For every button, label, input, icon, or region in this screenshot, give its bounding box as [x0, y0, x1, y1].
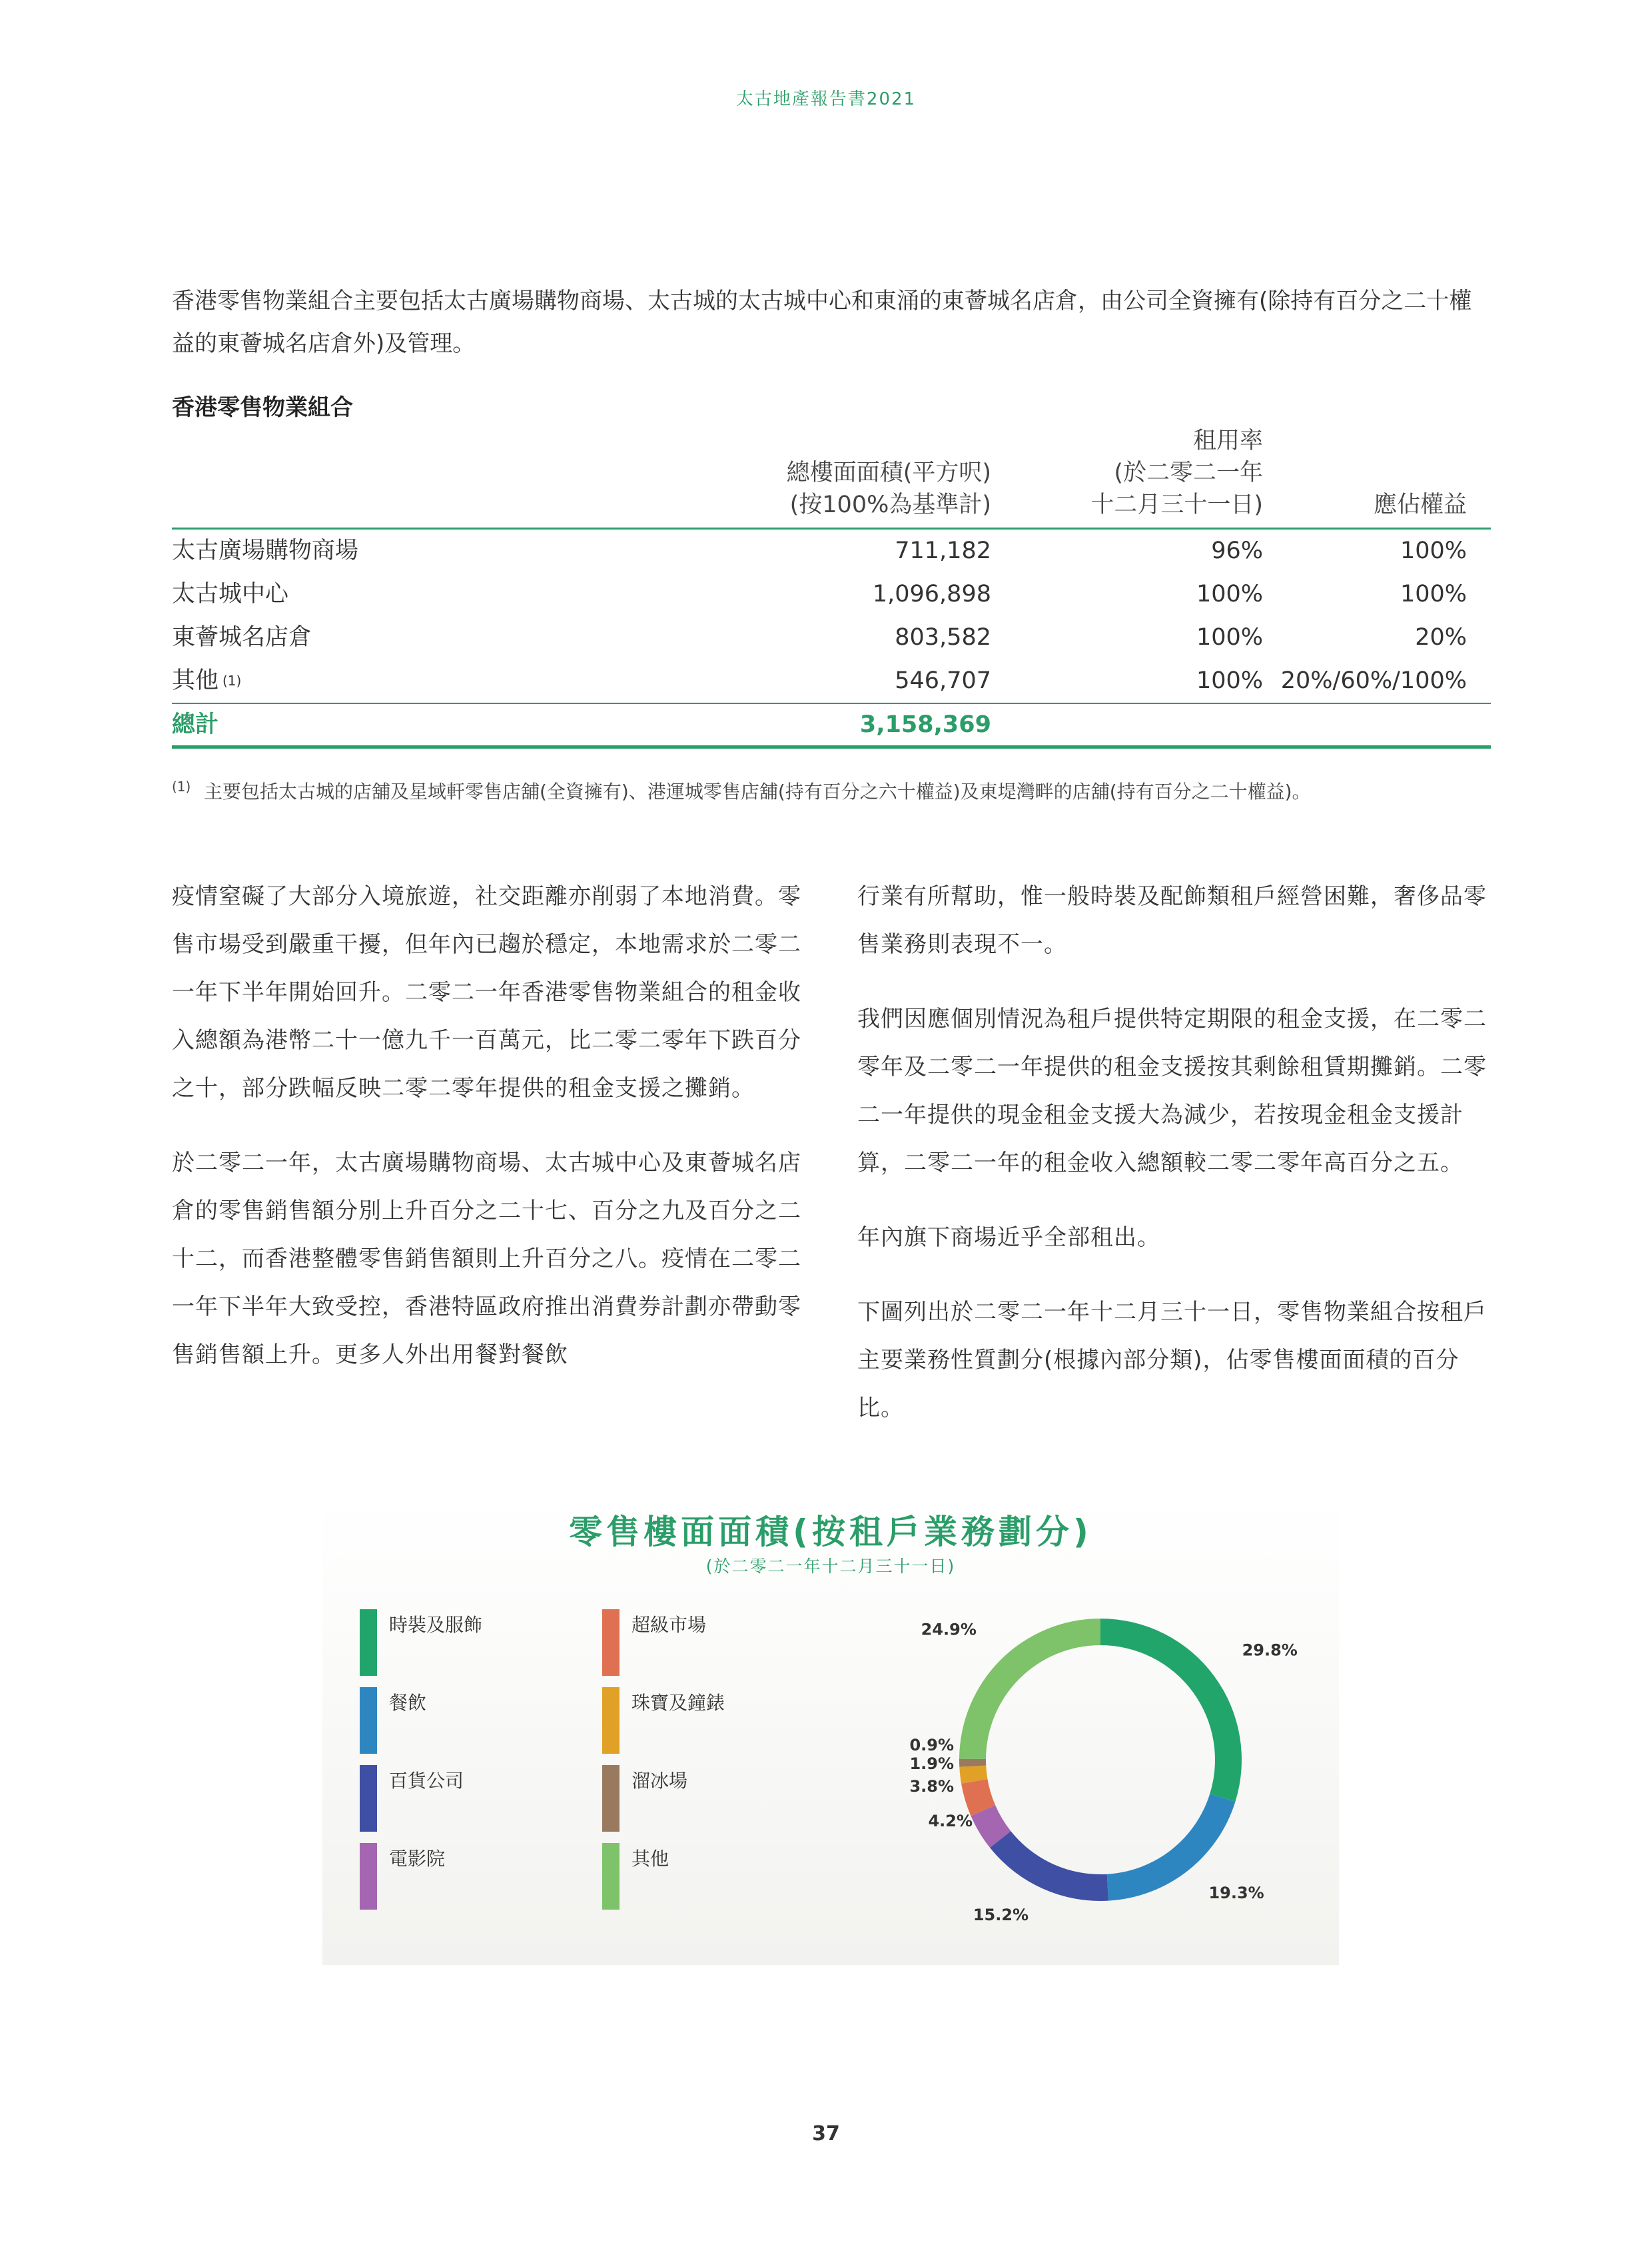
header-occ-line-3: 十二月三十一日): [1090, 492, 1263, 518]
body-paragraph: 我們因應個別情況為租戶提供特定期限的租金支援，在二零二零年及二零二一年提供的租金支援按其剩餘租賃期攤銷。二零二一年提供的現金租金支援大為減少，若按現金租金支援計算，二零二一年的租金收入總額較二零二零年高百分之五。: [857, 1006, 1487, 1176]
donut-slice: [959, 1619, 1100, 1759]
property-name: 其他: [172, 667, 219, 694]
slice-value-label: 29.8%: [1242, 1641, 1298, 1660]
table-header-row: [172, 428, 1491, 530]
gross-floor-area: 803,582: [895, 624, 991, 651]
chart-subtitle: (於二零二一年十二月三十一日): [705, 1557, 956, 1576]
report-header: 太古地產報告書2021: [735, 89, 917, 109]
attributable-interest: 100%: [1400, 538, 1467, 564]
property-name: 太古城中心: [172, 581, 289, 607]
total-label: 總計: [172, 711, 219, 738]
donut-slice: [959, 1759, 986, 1767]
header-occupancy: [997, 425, 1263, 521]
gross-floor-area: 546,707: [895, 667, 991, 694]
property-name: 東薈城名店倉: [172, 624, 312, 651]
slice-value-label: 0.9%: [909, 1736, 954, 1754]
property-name: 太古廣場購物商場: [172, 538, 359, 564]
attributable-interest: 20%: [1415, 624, 1467, 651]
slice-value-label: 4.2%: [928, 1812, 973, 1830]
table-row: [172, 573, 1491, 616]
header-gross-floor-area: [725, 457, 991, 521]
legend-label: 百貨公司: [389, 1770, 464, 1792]
footnote-ref-wrap: [222, 659, 241, 708]
body-paragraph: 年內旗下商場近乎全部租出。: [857, 1224, 1160, 1251]
legend-label: 珠寶及鐘錶: [631, 1692, 725, 1714]
legend-label: 其他: [631, 1848, 669, 1870]
header-occ-line-2: (於二零二一年: [1114, 460, 1263, 486]
page-number: 37: [812, 2122, 840, 2145]
attributable-interest: 100%: [1400, 581, 1467, 607]
legend-label: 超級市場: [631, 1614, 707, 1636]
slice-value-label: 15.2%: [973, 1905, 1029, 1924]
table-row: [172, 616, 1491, 659]
header-occ-line-1: 租用率: [1192, 428, 1263, 454]
footnote-ref: (1): [222, 673, 242, 689]
donut-chart: [322, 1499, 1339, 1965]
table-footnote: [172, 778, 1491, 806]
total-area: 3,158,369: [859, 711, 991, 738]
header-attributable-interest: 應佔權益: [1373, 492, 1467, 518]
table-title: 香港零售物業組合: [172, 394, 353, 421]
gross-floor-area: 711,182: [895, 538, 991, 564]
header-area-line-1: 總樓面面積(平方呎): [786, 460, 991, 486]
retail-gfa-chart: [322, 1499, 1339, 1965]
legend-label: 電影院: [389, 1848, 446, 1870]
gross-floor-area: 1,096,898: [872, 581, 991, 607]
body-paragraph: 行業有所幫助，惟一般時裝及配飾類租戶經營困難，奢侈品零售業務則表現不一。: [857, 883, 1487, 958]
slice-value-label: 1.9%: [909, 1754, 954, 1773]
footnote-mark: (1): [172, 779, 191, 795]
occupancy-rate: 96%: [1211, 538, 1263, 564]
table-row: [172, 659, 1491, 703]
body-column-right: [857, 873, 1490, 1459]
body-column-left: [172, 873, 805, 1405]
legend-label: 餐飲: [389, 1692, 427, 1714]
chart-title: 零售樓面面積(按租戶業務劃分): [569, 1513, 1092, 1551]
intro-paragraph: 香港零售物業組合主要包括太古廣場購物商場、太古城的太古城中心和東涌的東薈城名店倉，由公司全資擁有(除持有百分之二十權益的東薈城名店倉外)及管理。: [172, 288, 1472, 357]
retail-portfolio-table: [172, 428, 1491, 749]
body-paragraph: 於二零二一年，太古廣場購物商場、太古城中心及東薈城名店倉的零售銷售額分別上升百分之二十七、百分之九及百分之二十二，而香港整體零售銷售額則上升百分之八。疫情在二零二一年下半年大致受控，香港特區政府推出消費券計劃亦帶動零售銷售額上升。更多人外出用餐對餐飲: [172, 1150, 801, 1368]
table-total-row: [172, 703, 1491, 749]
donut-slice: [990, 1831, 1108, 1901]
slice-value-label: 24.9%: [921, 1620, 977, 1639]
table-row: [172, 530, 1491, 573]
body-paragraph: 下圖列出於二零二一年十二月三十一日，零售物業組合按租戶主要業務性質劃分(根據內部分類)，佔零售樓面面積的百分比。: [857, 1299, 1487, 1421]
legend-label: 時裝及服飾: [389, 1614, 483, 1636]
footnote-text: 主要包括太古城的店舖及星域軒零售店舖(全資擁有)、港運城零售店舖(持有百分之六十權益)及東堤灣畔的店舖(持有百分之二十權益)。: [204, 781, 1311, 803]
occupancy-rate: 100%: [1196, 624, 1263, 651]
table-body: [172, 530, 1491, 703]
occupancy-rate: 100%: [1196, 581, 1263, 607]
donut-slice: [1100, 1619, 1242, 1802]
header-area-line-2: (按100%為基準計): [789, 492, 991, 518]
legend-label: 溜冰場: [631, 1770, 688, 1792]
body-paragraph: 疫情窒礙了大部分入境旅遊，社交距離亦削弱了本地消費。零售市場受到嚴重干擾，但年內已趨於穩定，本地需求於二零二一年下半年開始回升。二零二一年香港零售物業組合的租金收入總額為港幣二十一億九千一百萬元，比二零二零年下跌百分之十，部分跌幅反映二零二零年提供的租金支援之攤銷。: [172, 883, 801, 1102]
occupancy-rate: 100%: [1196, 667, 1263, 694]
attributable-interest: 20%/60%/100%: [1280, 667, 1467, 694]
slice-value-label: 19.3%: [1208, 1884, 1264, 1903]
slice-value-label: 3.8%: [909, 1777, 954, 1796]
